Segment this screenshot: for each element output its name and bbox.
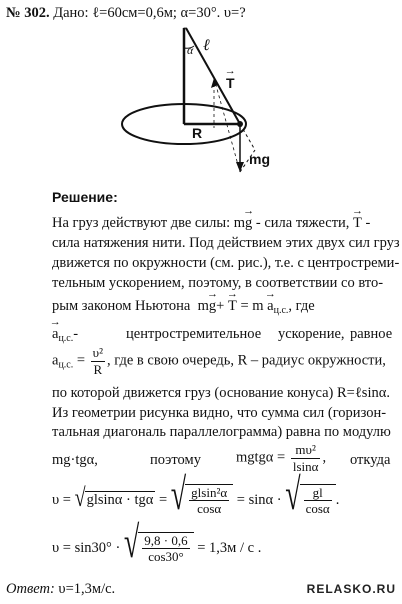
solution-line-13: υ = sin30° · √ $\frac{9,8 \cdot 0,6}{\cos 30^\circ}$ = 1,3м / с . (52, 518, 262, 568)
length-label: ℓ (203, 37, 210, 54)
solution-heading: Решение: (52, 189, 118, 205)
cone-pendulum-figure (0, 20, 402, 195)
answer: Ответ: υ=1,3м/с. (6, 581, 116, 597)
solution-line-4: тельным ускорением, поэтому, в соответствии со вто- (52, 275, 384, 291)
solution-line-7: $a_{ц.с.}$ = $\frac{\text{υ²}}{R}$ , где в свою очередь, R – радиус окружности, (52, 345, 386, 377)
tension-label: → T (226, 76, 235, 90)
solution-line-3: движется по окружности (см. рис.), т.е. с центростреми- (52, 255, 400, 271)
solution-line-10: тальная диагональ параллелограмма) равна по модулю (52, 424, 391, 440)
solution-line-6: → $a_{ц.с.}-$ центростремительное ускорение, равное (52, 327, 392, 344)
solution-line-8: по которой движется груз (основание конуса) R=ℓsinα. (52, 385, 390, 401)
solution-line-2: сила натяжения нити. Под действием этих двух сил груз (52, 235, 400, 251)
solution-line-12: υ = √glsinα · tgα = √ $\frac{\text{glsin²α}}{\cos\alpha}$ = sinα · √ $\frac{gl}{\cos\alpha}$ . (52, 470, 340, 520)
problem-number: № 302. (6, 5, 50, 21)
solution-line-5: рым законом Ньютона $m\to g+ \to T = m \to a_{ц.с.}$, где (52, 299, 315, 316)
solution-line-1: На груз действуют две силы: m→ g - сила тяжести, → T - (52, 216, 370, 231)
solution-line-9: Из геометрии рисунка видно, что сумма сил (горизон- (52, 405, 387, 421)
watermark: RELASKO.RU (306, 582, 396, 596)
gravity-label: mg (249, 151, 270, 167)
problem-given: Дано: ℓ=60см=0,6м; α=30°. υ=? (53, 5, 246, 21)
radius-label: R (192, 125, 203, 141)
alpha-label: α (187, 43, 194, 57)
